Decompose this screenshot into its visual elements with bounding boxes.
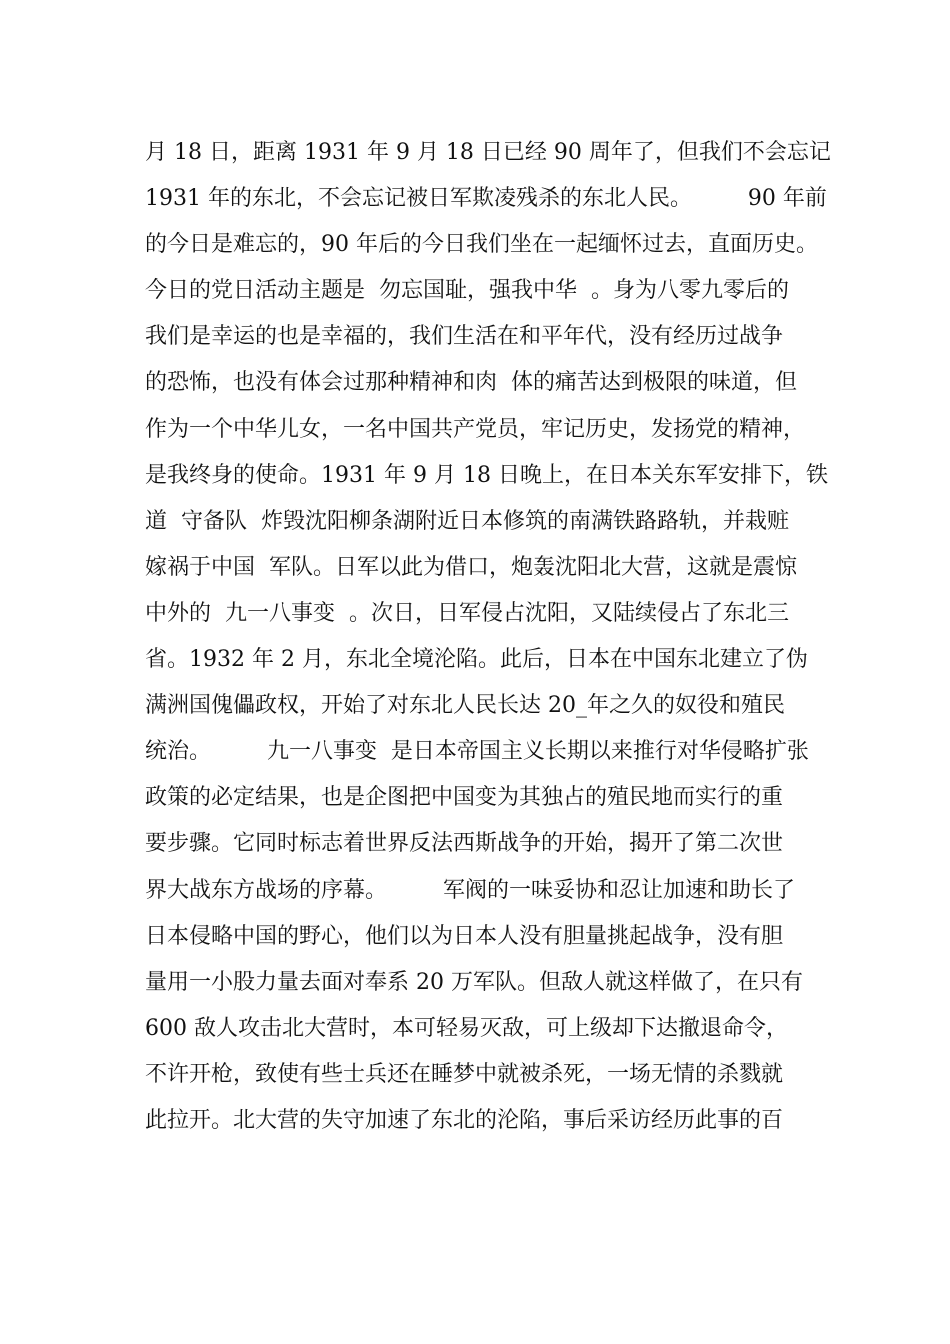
body-text [145,130,831,1144]
text-line: 满洲国傀儡政权，开始了对东北人民长达 20_年之久的奴役和殖民 [145,693,785,719]
text-line: 是我终身的使命。1931 年 9 月 18 日晚上，在日本关东军安排下，铁 [145,462,828,488]
text-line: 600 敌人攻击北大营时，本可轻易灭敌，可上级却下达撤退命令， [145,1015,788,1041]
text-line: 1931 年的东北，不会忘记被日军欺凌残杀的东北人民。 90 年前 [145,186,827,212]
text-line: 省。1932 年 2 月，东北全境沦陷。此后，日本在中国东北建立了伪 [145,647,808,673]
text-line: 道 守备队 炸毁沈阳柳条湖附近日本修筑的南满铁路路轨，并栽赃 [145,508,789,534]
text-line: 中外的 九一八事变 。次日，日军侵占沈阳，又陆续侵占了东北三 [145,600,789,626]
text-line: 我们是幸运的也是幸福的，我们生活在和平年代，没有经历过战争 [145,324,784,350]
text-line: 嫁祸于中国 军队。日军以此为借口，炮轰沈阳北大营，这就是震惊 [145,554,797,580]
text-line: 统治。 九一八事变 是日本帝国主义长期以来推行对华侵略扩张 [145,739,809,765]
text-line: 量用一小股力量去面对奉系 20 万军队。但敌人就这样做了，在只有 [145,969,803,995]
text-line: 今日的党日活动主题是 勿忘国耻，强我中华 。身为八零九零后的 [145,278,789,304]
text-line: 要步骤。它同时标志着世界反法西斯战争的开始，揭开了第二次世 [145,831,784,857]
text-line: 作为一个中华儿女，一名中国共产党员，牢记历史，发扬党的精神， [145,416,806,442]
text-line: 政策的必定结果，也是企图把中国变为其独占的殖民地而实行的重 [145,785,784,811]
text-line: 此拉开。北大营的失守加速了东北的沦陷，事后采访经历此事的百 [145,1107,784,1133]
text-line: 日本侵略中国的野心，他们以为日本人没有胆量挑起战争，没有胆 [145,923,784,949]
text-line: 的今日是难忘的，90 年后的今日我们坐在一起缅怀过去，直面历史。 [145,232,818,258]
text-line: 不许开枪，致使有些士兵还在睡梦中就被杀死，一场无情的杀戮就 [145,1061,784,1087]
text-line: 的恐怖，也没有体会过那种精神和肉 体的痛苦达到极限的味道，但 [145,370,797,396]
text-line: 界大战东方战场的序幕。 军阀的一味妥协和忍让加速和助长了 [145,877,795,903]
text-line: 月 18 日，距离 1931 年 9 月 18 日已经 90 周年了，但我们不会忘记 [145,140,831,165]
